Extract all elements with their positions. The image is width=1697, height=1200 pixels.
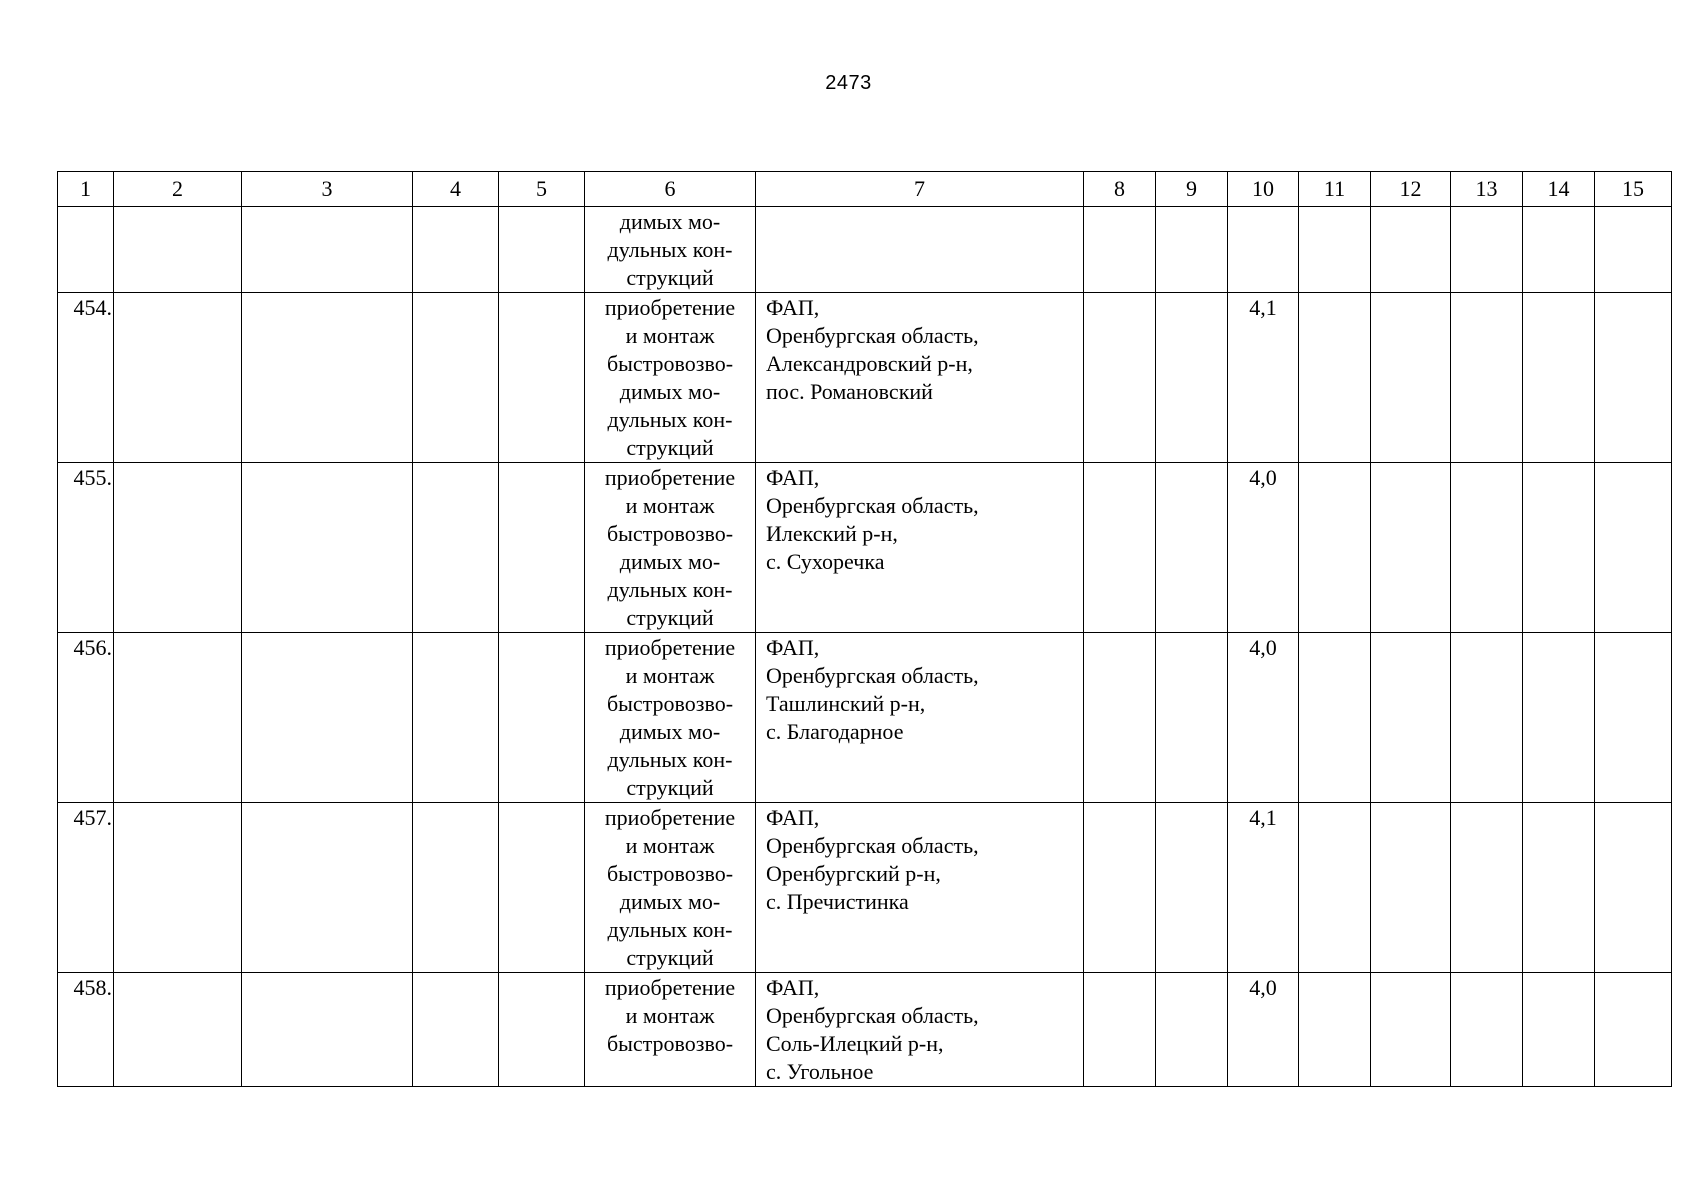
continuation-row — [58, 207, 1672, 293]
table-cell — [242, 973, 413, 1087]
table-cell — [1451, 633, 1523, 803]
work-description-cell — [585, 207, 756, 293]
table-cell — [1156, 803, 1228, 973]
column-header: 13 — [1451, 172, 1523, 207]
work-description-cell — [585, 463, 756, 633]
table-cell — [1228, 207, 1299, 293]
object-description: ФАП, Оренбургская область, Илекский р-н, с. Сухоречка — [766, 465, 979, 574]
table-cell — [1299, 293, 1371, 463]
work-description: приобретение и монтаж быстровозво- димых мо- дульных кон- струкций — [604, 805, 736, 970]
table-cell — [413, 463, 499, 633]
table-cell — [1523, 973, 1595, 1087]
object-description: ФАП, Оренбургская область, Соль-Илецкий р-н, с. Угольное — [766, 975, 979, 1084]
table-cell — [1595, 803, 1672, 973]
table-row — [58, 463, 1672, 633]
table-cell — [1156, 293, 1228, 463]
work-description-cell — [585, 633, 756, 803]
table-cell — [1371, 633, 1451, 803]
table-cell — [242, 803, 413, 973]
table-cell — [1156, 463, 1228, 633]
table-cell — [1523, 803, 1595, 973]
table-cell — [1451, 463, 1523, 633]
table-cell — [1371, 973, 1451, 1087]
table-cell — [242, 633, 413, 803]
table-row — [58, 803, 1672, 973]
object-description: ФАП, Оренбургская область, Оренбургский р-н, с. Пречистинка — [766, 805, 979, 914]
column-header: 1 — [58, 172, 114, 207]
row-number: 458. — [58, 973, 114, 1087]
table-cell — [1371, 293, 1451, 463]
row-number: 457. — [58, 803, 114, 973]
table-cell — [114, 207, 242, 293]
object-cell — [756, 803, 1084, 973]
table-cell — [1523, 463, 1595, 633]
table-cell — [58, 207, 114, 293]
table-cell — [1156, 973, 1228, 1087]
object-cell — [756, 293, 1084, 463]
value-cell: 4,0 — [1228, 463, 1299, 633]
value-cell: 4,0 — [1228, 633, 1299, 803]
value-cell: 4,1 — [1228, 293, 1299, 463]
table-cell — [413, 293, 499, 463]
work-description: приобретение и монтаж быстровозво- димых мо- дульных кон- струкций — [604, 295, 736, 460]
table-row — [58, 973, 1672, 1087]
table-cell — [242, 463, 413, 633]
value-cell: 4,1 — [1228, 803, 1299, 973]
row-number: 455. — [58, 463, 114, 633]
table-cell — [114, 463, 242, 633]
column-header: 7 — [756, 172, 1084, 207]
object-description: ФАП, Оренбургская область, Ташлинский р-н, с. Благодарное — [766, 635, 979, 744]
column-header: 8 — [1084, 172, 1156, 207]
table-cell — [1084, 293, 1156, 463]
table-cell — [499, 293, 585, 463]
table-cell — [1299, 463, 1371, 633]
column-header: 4 — [413, 172, 499, 207]
table-cell — [1595, 293, 1672, 463]
table-cell — [1451, 973, 1523, 1087]
table-cell — [1523, 207, 1595, 293]
table-cell — [1523, 633, 1595, 803]
table-cell — [1595, 463, 1672, 633]
table-cell — [499, 803, 585, 973]
table-cell — [114, 803, 242, 973]
table-cell — [1299, 207, 1371, 293]
table-cell — [1371, 207, 1451, 293]
table-cell — [1523, 293, 1595, 463]
data-table — [57, 171, 1672, 1087]
table-cell — [1451, 293, 1523, 463]
column-header: 12 — [1371, 172, 1451, 207]
table-cell — [1371, 463, 1451, 633]
column-header: 6 — [585, 172, 756, 207]
column-header: 10 — [1228, 172, 1299, 207]
column-header: 9 — [1156, 172, 1228, 207]
table-cell — [114, 633, 242, 803]
table-cell — [1451, 207, 1523, 293]
column-header: 3 — [242, 172, 413, 207]
work-description-cell — [585, 973, 756, 1087]
row-number: 454. — [58, 293, 114, 463]
work-description: приобретение и монтаж быстровозво- — [604, 975, 736, 1056]
header-row — [58, 172, 1672, 207]
table-cell — [1595, 207, 1672, 293]
value-cell: 4,0 — [1228, 973, 1299, 1087]
table-cell — [242, 207, 413, 293]
table-cell — [114, 973, 242, 1087]
table-cell — [1084, 463, 1156, 633]
work-description-cell — [585, 803, 756, 973]
table-cell — [1595, 633, 1672, 803]
table-cell — [756, 207, 1084, 293]
table-cell — [499, 633, 585, 803]
table-cell — [413, 803, 499, 973]
table-cell — [242, 293, 413, 463]
table-cell — [1371, 803, 1451, 973]
table-cell — [1084, 207, 1156, 293]
work-description-cell — [585, 293, 756, 463]
table-cell — [1299, 803, 1371, 973]
table-cell — [499, 463, 585, 633]
work-description: приобретение и монтаж быстровозво- димых мо- дульных кон- струкций — [604, 635, 736, 800]
table-cell — [499, 973, 585, 1087]
table-cell — [1084, 633, 1156, 803]
column-header: 11 — [1299, 172, 1371, 207]
column-header: 15 — [1595, 172, 1672, 207]
page-number: 2473 — [825, 72, 872, 94]
object-cell — [756, 633, 1084, 803]
table-cell — [1299, 633, 1371, 803]
object-cell — [756, 463, 1084, 633]
column-header: 2 — [114, 172, 242, 207]
table-cell — [1156, 633, 1228, 803]
row-number: 456. — [58, 633, 114, 803]
object-cell — [756, 973, 1084, 1087]
table-row — [58, 293, 1672, 463]
work-description: приобретение и монтаж быстровозво- димых мо- дульных кон- струкций — [604, 465, 736, 630]
table-cell — [413, 207, 499, 293]
table-cell — [1595, 973, 1672, 1087]
column-header: 5 — [499, 172, 585, 207]
table-cell — [114, 293, 242, 463]
table-cell — [413, 633, 499, 803]
object-description: ФАП, Оренбургская область, Александровский р-н, пос. Романовский — [766, 295, 979, 404]
table-cell — [1156, 207, 1228, 293]
work-description: димых мо- дульных кон- струкций — [607, 209, 733, 290]
table-row — [58, 633, 1672, 803]
table-cell — [1084, 973, 1156, 1087]
table-cell — [1299, 973, 1371, 1087]
column-header: 14 — [1523, 172, 1595, 207]
table-cell — [413, 973, 499, 1087]
table-cell — [499, 207, 585, 293]
table-cell — [1084, 803, 1156, 973]
table-cell — [1451, 803, 1523, 973]
